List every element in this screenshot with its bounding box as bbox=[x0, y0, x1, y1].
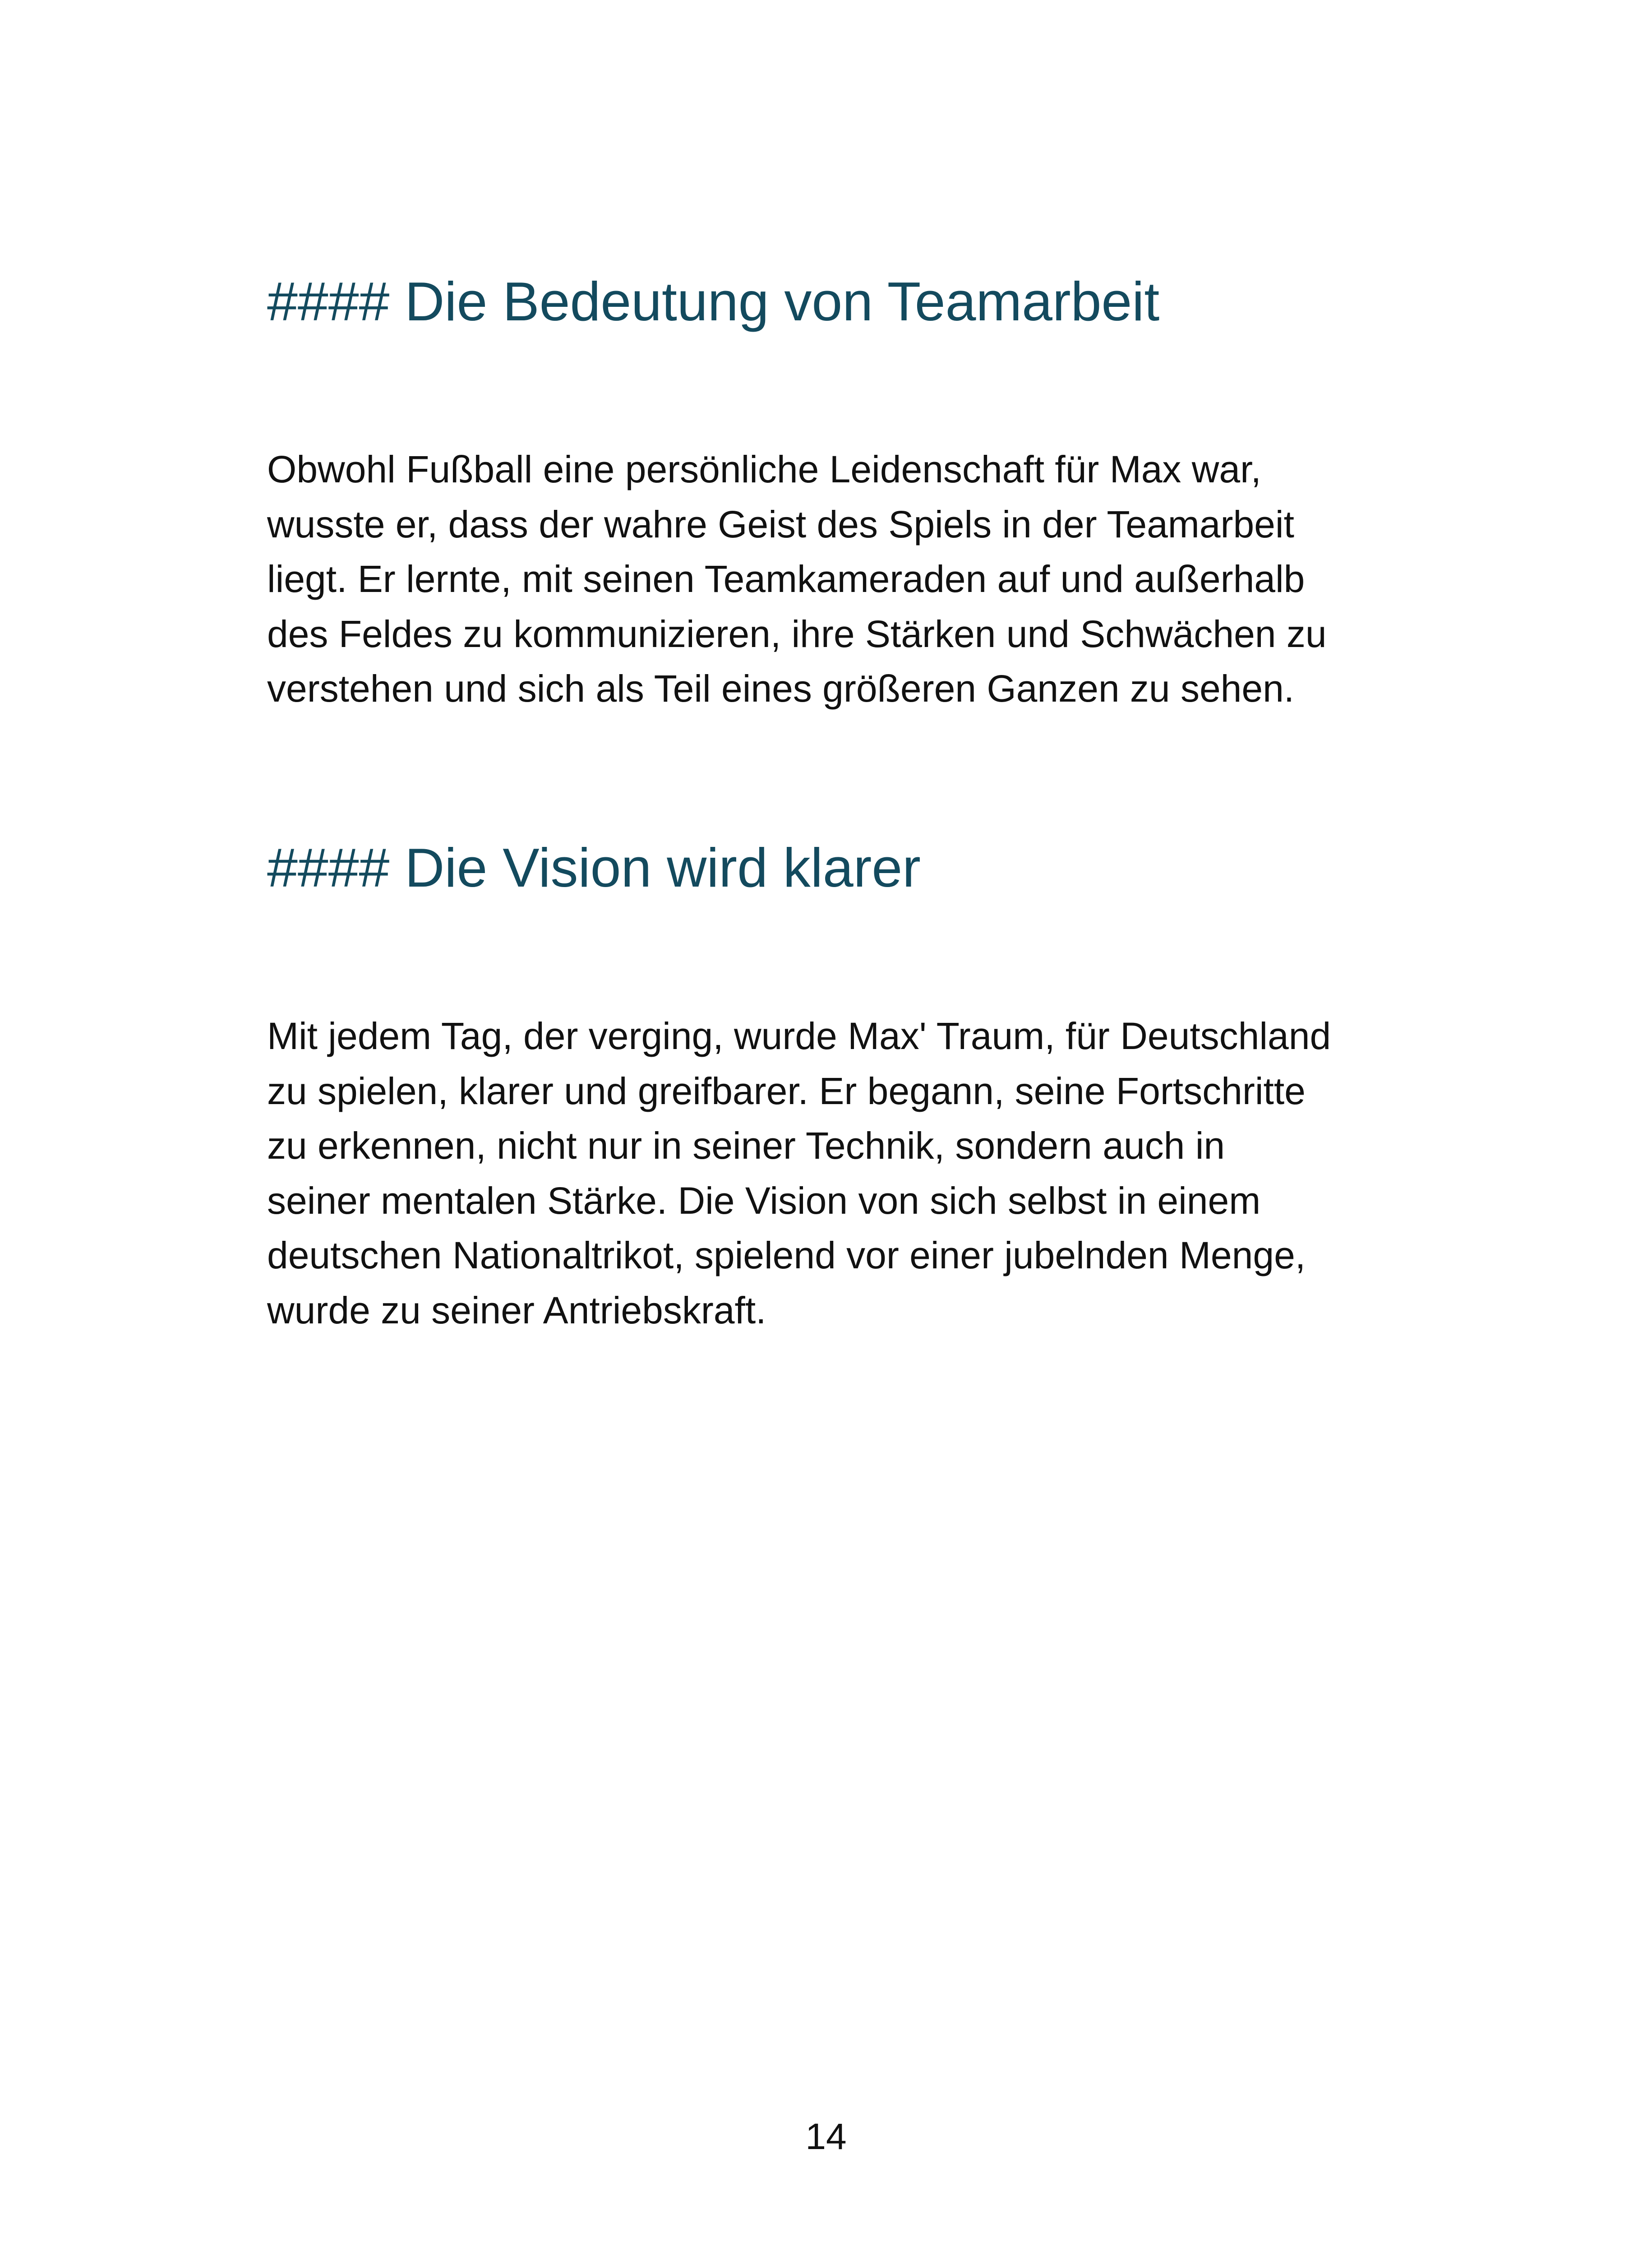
paragraph-line: wusste er, dass der wahre Geist des Spiels in der Teamarbeit bbox=[267, 503, 1294, 546]
paragraph-line: zu erkennen, nicht nur in seiner Technik, sondern auch in bbox=[267, 1124, 1225, 1167]
paragraph-line: wurde zu seiner Antriebskraft. bbox=[267, 1289, 766, 1331]
section-heading-teamarbeit: #### Die Bedeutung von Teamarbeit bbox=[267, 271, 1160, 332]
paragraph-line: liegt. Er lernte, mit seinen Teamkameraden auf und außerhalb bbox=[267, 558, 1305, 600]
paragraph-line: Obwohl Fußball eine persönliche Leidenschaft für Max war, bbox=[267, 448, 1261, 490]
paragraph-vision bbox=[267, 1009, 1422, 1338]
paragraph-line: verstehen und sich als Teil eines größeren Ganzen zu sehen. bbox=[267, 667, 1295, 710]
paragraph-line: Mit jedem Tag, der verging, wurde Max' Traum, für Deutschland bbox=[267, 1015, 1331, 1057]
paragraph-line: deutschen Nationaltrikot, spielend vor einer jubelnden Menge, bbox=[267, 1234, 1306, 1276]
paragraph-line: des Feldes zu kommunizieren, ihre Stärken und Schwächen zu bbox=[267, 612, 1327, 655]
page-number: 14 bbox=[805, 2116, 847, 2157]
paragraph-teamarbeit bbox=[267, 442, 1422, 717]
paragraph-line: seiner mentalen Stärke. Die Vision von sich selbst in einem bbox=[267, 1179, 1261, 1222]
paragraph-line: zu spielen, klarer und greifbarer. Er begann, seine Fortschritte bbox=[267, 1069, 1306, 1112]
section-heading-vision: #### Die Vision wird klarer bbox=[267, 837, 921, 898]
